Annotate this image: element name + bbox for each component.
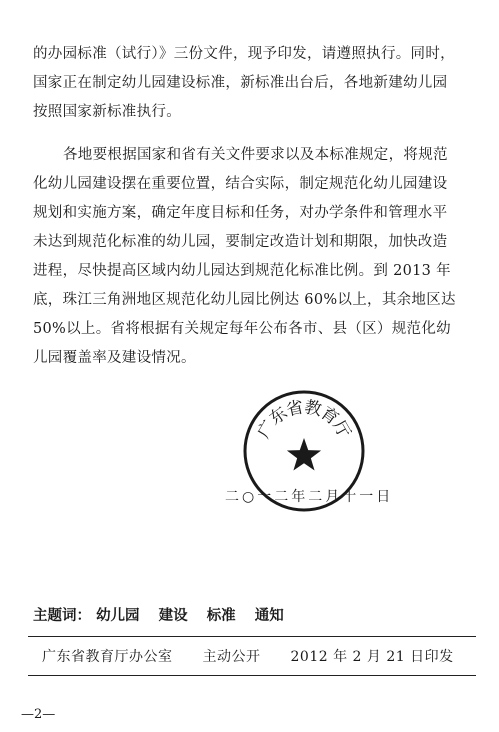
subject-keywords — [33, 604, 298, 625]
paragraph-line: 按照国家新标准执行。 — [33, 104, 181, 120]
paragraph-2 — [33, 141, 473, 373]
seal-character: 厅 — [328, 417, 355, 442]
star-icon — [287, 438, 321, 471]
paragraph-line: 的办园标准（试行）》三份文件，现予印发，请遵照执行。同时， — [33, 46, 455, 62]
keyword: 通知 — [254, 608, 284, 624]
seal-character: 广 — [253, 417, 280, 442]
seal-character: 育 — [316, 403, 343, 430]
paragraph-line: 化幼儿园建设摆在重要位置，结合实际，制定规范化幼儿园建设 — [33, 176, 448, 192]
paragraph-1 — [33, 40, 473, 127]
issuing-office: 广东省教育厅办公室 — [42, 649, 173, 665]
issue-info — [42, 646, 454, 666]
paragraph-line: 50%以上。省将根据有关规定每年公布各市、县（区）规范化幼 — [33, 321, 451, 337]
paragraph-line: 进程，尽快提高区域内幼儿园达到规范化标准比例。到 2013 年 — [33, 263, 451, 279]
page-number: —2— — [21, 707, 56, 722]
disclosure-type: 主动公开 — [202, 649, 261, 665]
keyword: 幼儿园 — [96, 608, 140, 624]
seal-character: 教 — [302, 397, 324, 421]
keyword: 标准 — [206, 608, 236, 624]
seal-character: 省 — [284, 397, 306, 421]
paragraph-line: 规划和实施方案，确定年度目标和任务，对办学条件和管理水平 — [33, 205, 448, 221]
issue-date: 二○一二年二月十一日 — [225, 489, 394, 505]
keywords-label: 主题词： — [33, 608, 91, 624]
paragraph-line: 未达到规范化标准的幼儿园，要制定改造计划和期限，加快改造 — [33, 234, 448, 250]
seal-character: 东 — [265, 403, 292, 430]
paragraph-line: 各地要根据国家和省有关文件要求以及本标准规定，将规范 — [63, 147, 448, 163]
divider-top — [28, 636, 476, 637]
paragraph-line: 儿园覆盖率及建设情况。 — [33, 350, 196, 366]
divider-bottom — [28, 675, 476, 676]
paragraph-line: 底，珠江三角洲地区规范化幼儿园比例达 60%以上，其余地区达 — [33, 292, 456, 308]
paragraph-line: 国家正在制定幼儿园建设标准，新标准出台后，各地新建幼儿园 — [33, 75, 448, 91]
print-date: 2012 年 2 月 21 日印发 — [290, 649, 454, 665]
keyword: 建设 — [158, 608, 188, 624]
